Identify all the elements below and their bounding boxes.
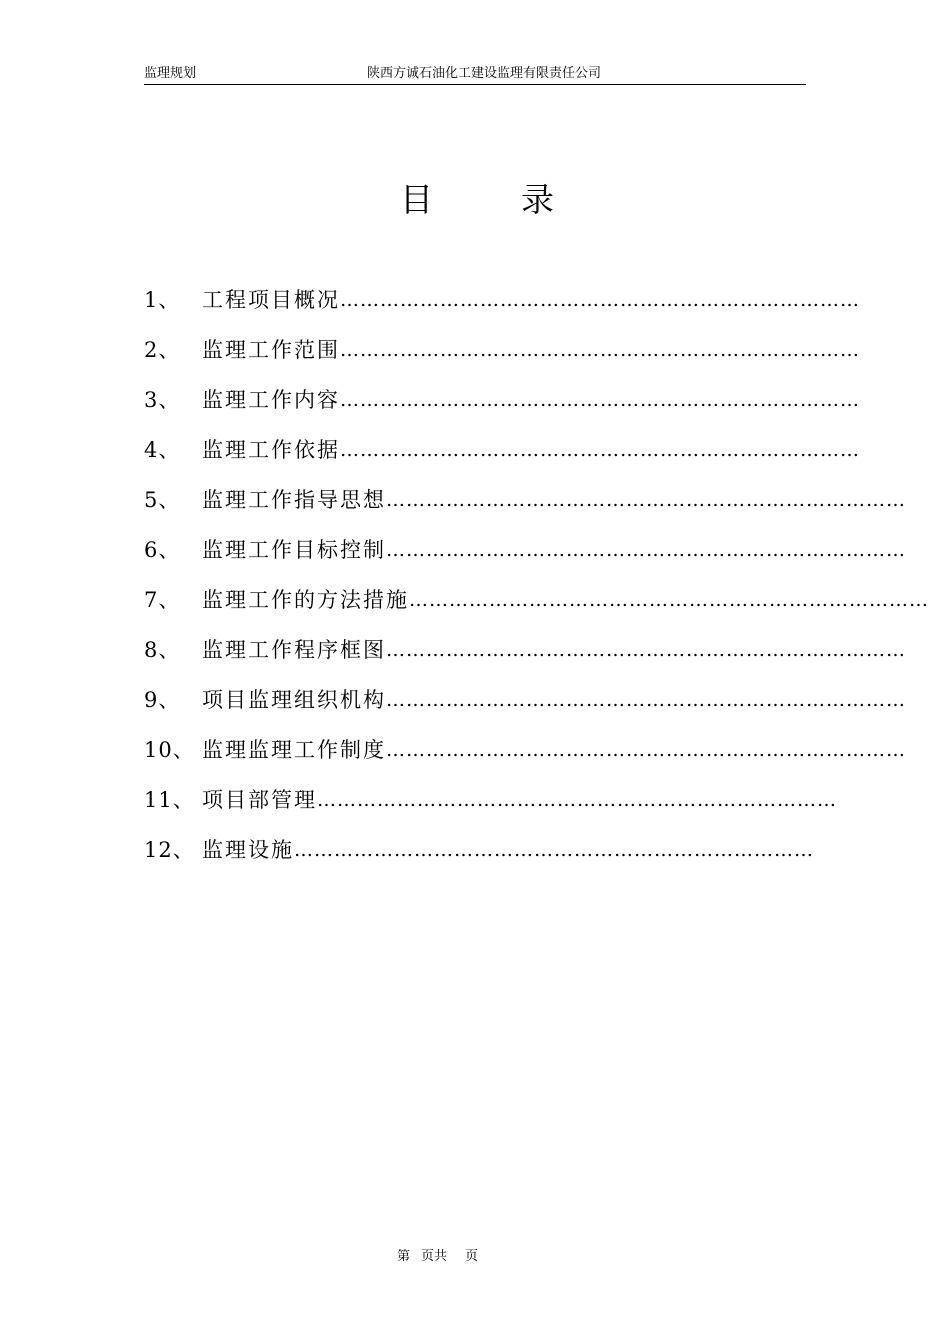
toc-dot-leader: …………………………………………………………………… bbox=[386, 739, 906, 761]
toc-dot-leader: …………………………………………………………………… bbox=[340, 339, 860, 361]
toc-entry-text bbox=[202, 280, 860, 320]
toc-dot-leader: …………………………………………………………………… bbox=[386, 689, 906, 711]
toc-entry[interactable] bbox=[144, 780, 837, 830]
toc-entry[interactable] bbox=[144, 530, 906, 580]
toc-dot-leader: …………………………………………………………………… bbox=[386, 639, 906, 661]
toc-entry-text bbox=[202, 480, 906, 520]
toc-entry-label: 工程项目概况 bbox=[202, 288, 340, 312]
toc-entry[interactable] bbox=[144, 280, 860, 330]
toc-entry-label: 监理工作目标控制 bbox=[202, 538, 386, 562]
toc-entry[interactable] bbox=[144, 330, 860, 380]
toc-entry-number: 8、 bbox=[144, 638, 181, 662]
toc-dot-leader: …………………………………………………………………… bbox=[340, 289, 860, 311]
toc-entry-label: 监理工作范围 bbox=[202, 338, 340, 362]
toc-entry-number: 4、 bbox=[144, 438, 181, 462]
page-footer bbox=[0, 1248, 950, 1268]
toc-entry-number: 7、 bbox=[144, 588, 181, 612]
toc-entry[interactable] bbox=[144, 480, 906, 530]
toc-entry-number: 5、 bbox=[144, 488, 181, 512]
toc-entry-label: 监理工作的方法措施 bbox=[202, 588, 409, 612]
toc-entry[interactable] bbox=[144, 580, 929, 630]
table-of-contents bbox=[144, 280, 929, 880]
toc-entry-text bbox=[202, 630, 906, 670]
header-company-name: 陕西方诚石油化工建设监理有限责任公司 bbox=[367, 66, 602, 81]
toc-entry-number: 2、 bbox=[144, 338, 181, 362]
toc-entry-text bbox=[202, 830, 814, 870]
header-document-type: 监理规划 bbox=[144, 66, 197, 81]
toc-entry-label: 监理工作程序框图 bbox=[202, 638, 386, 662]
toc-entry[interactable] bbox=[144, 630, 906, 680]
toc-entry-label: 项目监理组织机构 bbox=[202, 688, 386, 712]
toc-entry[interactable] bbox=[144, 380, 860, 430]
toc-dot-leader: …………………………………………………………………… bbox=[386, 489, 906, 511]
toc-entry-number: 3、 bbox=[144, 388, 181, 412]
toc-entry-text bbox=[202, 380, 860, 420]
title-char-2: 录 bbox=[521, 180, 554, 219]
toc-dot-leader: …………………………………………………………………… bbox=[340, 439, 860, 461]
toc-entry-label: 项目部管理 bbox=[202, 788, 317, 812]
toc-entry-label: 监理设施 bbox=[202, 838, 294, 862]
toc-entry-number: 6、 bbox=[144, 538, 181, 562]
toc-dot-leader: …………………………………………………………………… bbox=[409, 589, 929, 611]
toc-entry-number: 11、 bbox=[144, 788, 195, 812]
toc-entry-text bbox=[202, 330, 860, 370]
toc-entry-number: 1、 bbox=[144, 288, 181, 312]
toc-entry[interactable] bbox=[144, 680, 906, 730]
toc-entry-text bbox=[202, 680, 906, 720]
toc-entry-text bbox=[202, 430, 860, 470]
toc-entry-label: 监理工作依据 bbox=[202, 438, 340, 462]
toc-entry[interactable] bbox=[144, 430, 860, 480]
toc-dot-leader: …………………………………………………………………… bbox=[294, 839, 814, 861]
toc-entry[interactable] bbox=[144, 730, 906, 780]
page-header bbox=[144, 64, 806, 85]
title-char-1: 目 bbox=[400, 180, 433, 219]
footer-page-suffix: 页 bbox=[465, 1249, 479, 1264]
toc-entry-label: 监理工作指导思想 bbox=[202, 488, 386, 512]
toc-entry-number: 9、 bbox=[144, 688, 181, 712]
toc-entry-text bbox=[202, 580, 929, 620]
toc-dot-leader: …………………………………………………………………… bbox=[340, 389, 860, 411]
toc-entry-label: 监理监理工作制度 bbox=[202, 738, 386, 762]
toc-entry-number: 12、 bbox=[144, 838, 195, 862]
footer-page-mid: 页共 bbox=[421, 1249, 448, 1264]
toc-entry-text bbox=[202, 530, 906, 570]
toc-entry[interactable] bbox=[144, 830, 814, 880]
footer-page-prefix: 第 bbox=[397, 1249, 411, 1264]
toc-entry-text bbox=[202, 730, 906, 770]
toc-entry-label: 监理工作内容 bbox=[202, 388, 340, 412]
page-title bbox=[0, 175, 950, 225]
toc-dot-leader: …………………………………………………………………… bbox=[386, 539, 906, 561]
toc-entry-number: 10、 bbox=[144, 738, 195, 762]
toc-entry-text bbox=[202, 780, 837, 820]
toc-dot-leader: …………………………………………………………………… bbox=[317, 789, 837, 811]
